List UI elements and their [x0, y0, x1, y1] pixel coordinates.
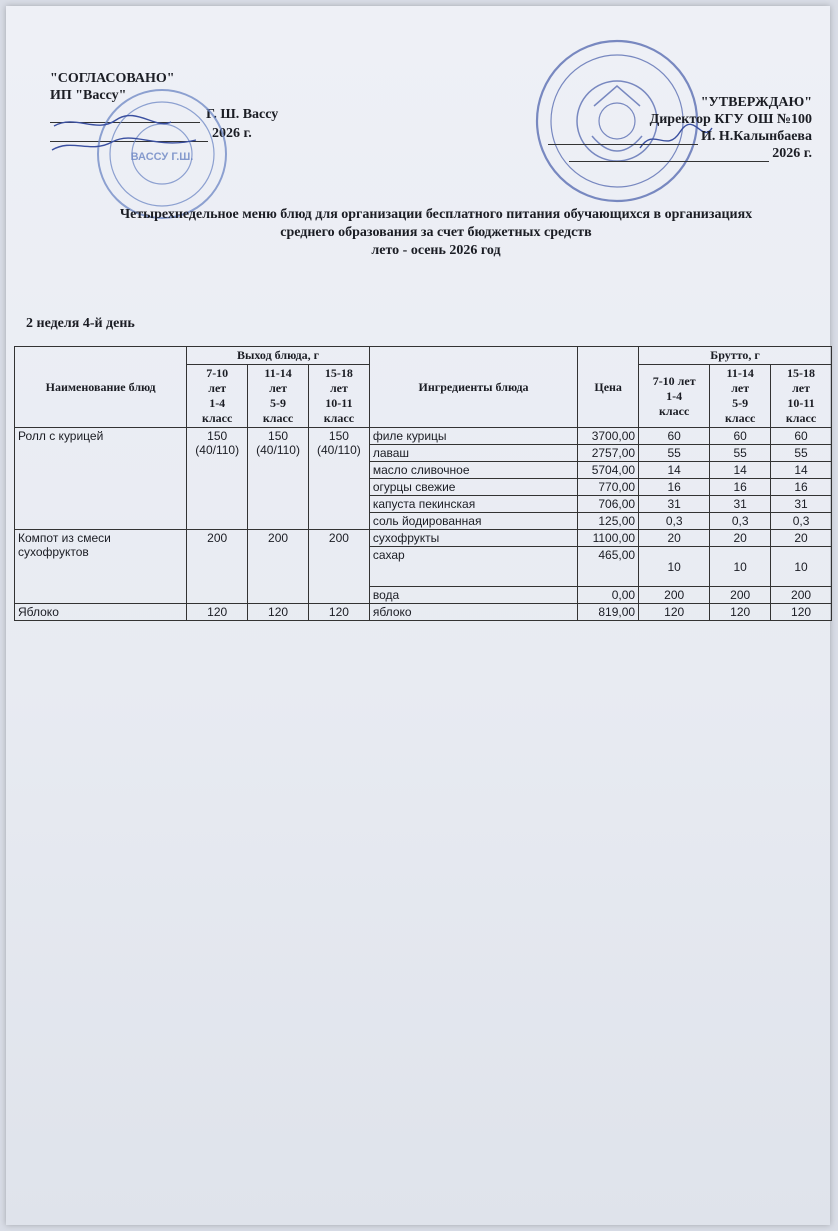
- ingredient-price: 819,00: [578, 604, 639, 621]
- menu-table-body: [15, 428, 832, 621]
- ingredient-gross: 120: [771, 604, 832, 621]
- approval-right-heading: "УТВЕРЖДАЮ": [700, 95, 812, 110]
- ingredient-name: соль йодированная: [369, 513, 577, 530]
- dish-yield: 150 (40/110): [187, 428, 248, 530]
- dish-name: Яблоко: [15, 604, 187, 621]
- ingredient-name: сухофрукты: [369, 530, 577, 547]
- ingredient-name: вода: [369, 587, 577, 604]
- ingredient-gross: 20: [771, 530, 832, 547]
- ingredient-gross: 14: [771, 462, 832, 479]
- ingredient-gross: 20: [710, 530, 771, 547]
- table-row: [15, 428, 832, 445]
- ingredient-gross: 16: [710, 479, 771, 496]
- ingredient-gross: 60: [639, 428, 710, 445]
- dish-yield: 200: [248, 530, 309, 604]
- table-row: [15, 604, 832, 621]
- ingredient-gross: 14: [639, 462, 710, 479]
- document-title: [46, 206, 826, 260]
- ingredient-price: 0,00: [578, 587, 639, 604]
- ingredient-gross: 200: [710, 587, 771, 604]
- ingredient-name: филе курицы: [369, 428, 577, 445]
- ingredient-name: капуста пекинская: [369, 496, 577, 513]
- dish-name: Компот из смеси сухофруктов: [15, 530, 187, 604]
- table-row: [15, 530, 832, 547]
- ingredient-name: сахар: [369, 547, 577, 587]
- ingredient-gross: 14: [710, 462, 771, 479]
- ingredient-gross: 60: [710, 428, 771, 445]
- ingredient-price: 706,00: [578, 496, 639, 513]
- col-price: Цена: [578, 347, 639, 428]
- title-line-3: лето - осень 2026 год: [371, 243, 501, 258]
- ingredient-gross: 55: [639, 445, 710, 462]
- approval-left-name: Г. Ш. Вассу: [206, 107, 279, 122]
- ingredient-gross: 55: [771, 445, 832, 462]
- signature-line: [548, 130, 698, 145]
- ingredient-gross: 200: [771, 587, 832, 604]
- approval-right-signature-row: [512, 128, 812, 145]
- approval-left-date: 2026 г.: [212, 126, 252, 141]
- dish-yield: 120: [248, 604, 309, 621]
- document-page: [6, 6, 830, 1225]
- ingredient-price: 2757,00: [578, 445, 639, 462]
- ingredient-gross: 120: [710, 604, 771, 621]
- ingredient-gross: 60: [771, 428, 832, 445]
- approval-right-date-row: [512, 145, 812, 162]
- ingredient-gross: 0,3: [771, 513, 832, 530]
- col-gross-15-18: 15-18 лет 10-11 класс: [771, 365, 832, 428]
- signature-left: [46, 110, 236, 160]
- ingredient-price: 770,00: [578, 479, 639, 496]
- stamp-left-text: ВАССУ Г.Ш.: [130, 151, 194, 163]
- ingredient-gross: 10: [639, 547, 710, 587]
- ingredient-price: 5704,00: [578, 462, 639, 479]
- ingredient-gross: 10: [710, 547, 771, 587]
- approval-right-name: И. Н.Калынбаева: [701, 129, 812, 144]
- ingredient-gross: 31: [710, 496, 771, 513]
- dish-yield: 200: [187, 530, 248, 604]
- approval-right: [512, 94, 812, 162]
- ingredient-name: лаваш: [369, 445, 577, 462]
- ingredient-price: 465,00: [578, 547, 639, 587]
- col-dish-name: Наименование блюд: [15, 347, 187, 428]
- col-ingredients: Ингредиенты блюда: [369, 347, 577, 428]
- ingredient-price: 3700,00: [578, 428, 639, 445]
- col-gross-7-10: 7-10 лет 1-4 класс: [639, 365, 710, 428]
- ingredient-gross: 55: [710, 445, 771, 462]
- ingredient-price: 1100,00: [578, 530, 639, 547]
- ingredient-gross: 16: [771, 479, 832, 496]
- approval-left-heading: "СОГЛАСОВАНО": [50, 71, 175, 86]
- ingredient-gross: 120: [639, 604, 710, 621]
- title-line-2: среднего образования за счет бюджетных средств: [280, 225, 592, 240]
- dish-yield: 150 (40/110): [308, 428, 369, 530]
- ingredient-gross: 16: [639, 479, 710, 496]
- ingredient-price: 125,00: [578, 513, 639, 530]
- dish-yield: 150 (40/110): [248, 428, 309, 530]
- ingredient-gross: 20: [639, 530, 710, 547]
- title-line-1: Четырехнедельное меню блюд для организации бесплатного питания обучающихся в организациях: [119, 207, 753, 222]
- col-gross: Брутто, г: [639, 347, 832, 365]
- ingredient-gross: 31: [639, 496, 710, 513]
- col-yield-11-14: 11-14 лет 5-9 класс: [248, 365, 309, 428]
- ingredient-gross: 31: [771, 496, 832, 513]
- col-yield-7-10: 7-10 лет 1-4 класс: [187, 365, 248, 428]
- ingredient-name: масло сливочное: [369, 462, 577, 479]
- approval-right-position: Директор КГУ ОШ №100: [649, 112, 812, 127]
- dish-name: Ролл с курицей: [15, 428, 187, 530]
- approval-right-date: 2026 г.: [772, 146, 812, 161]
- menu-table: [14, 346, 832, 621]
- ingredient-name: огурцы свежие: [369, 479, 577, 496]
- col-yield-15-18: 15-18 лет 10-11 класс: [308, 365, 369, 428]
- ingredient-gross: 0,3: [639, 513, 710, 530]
- date-line: [569, 147, 769, 162]
- week-day-label: 2 неделя 4-й день: [26, 316, 135, 331]
- dish-yield: 120: [308, 604, 369, 621]
- approval-left-org: ИП "Вассу": [50, 88, 127, 103]
- dish-yield: 120: [187, 604, 248, 621]
- ingredient-name: яблоко: [369, 604, 577, 621]
- ingredient-gross: 0,3: [710, 513, 771, 530]
- ingredient-gross: 200: [639, 587, 710, 604]
- col-yield: Выход блюда, г: [187, 347, 370, 365]
- ingredient-gross: 10: [771, 547, 832, 587]
- dish-yield: 200: [308, 530, 369, 604]
- col-gross-11-14: 11-14 лет 5-9 класс: [710, 365, 771, 428]
